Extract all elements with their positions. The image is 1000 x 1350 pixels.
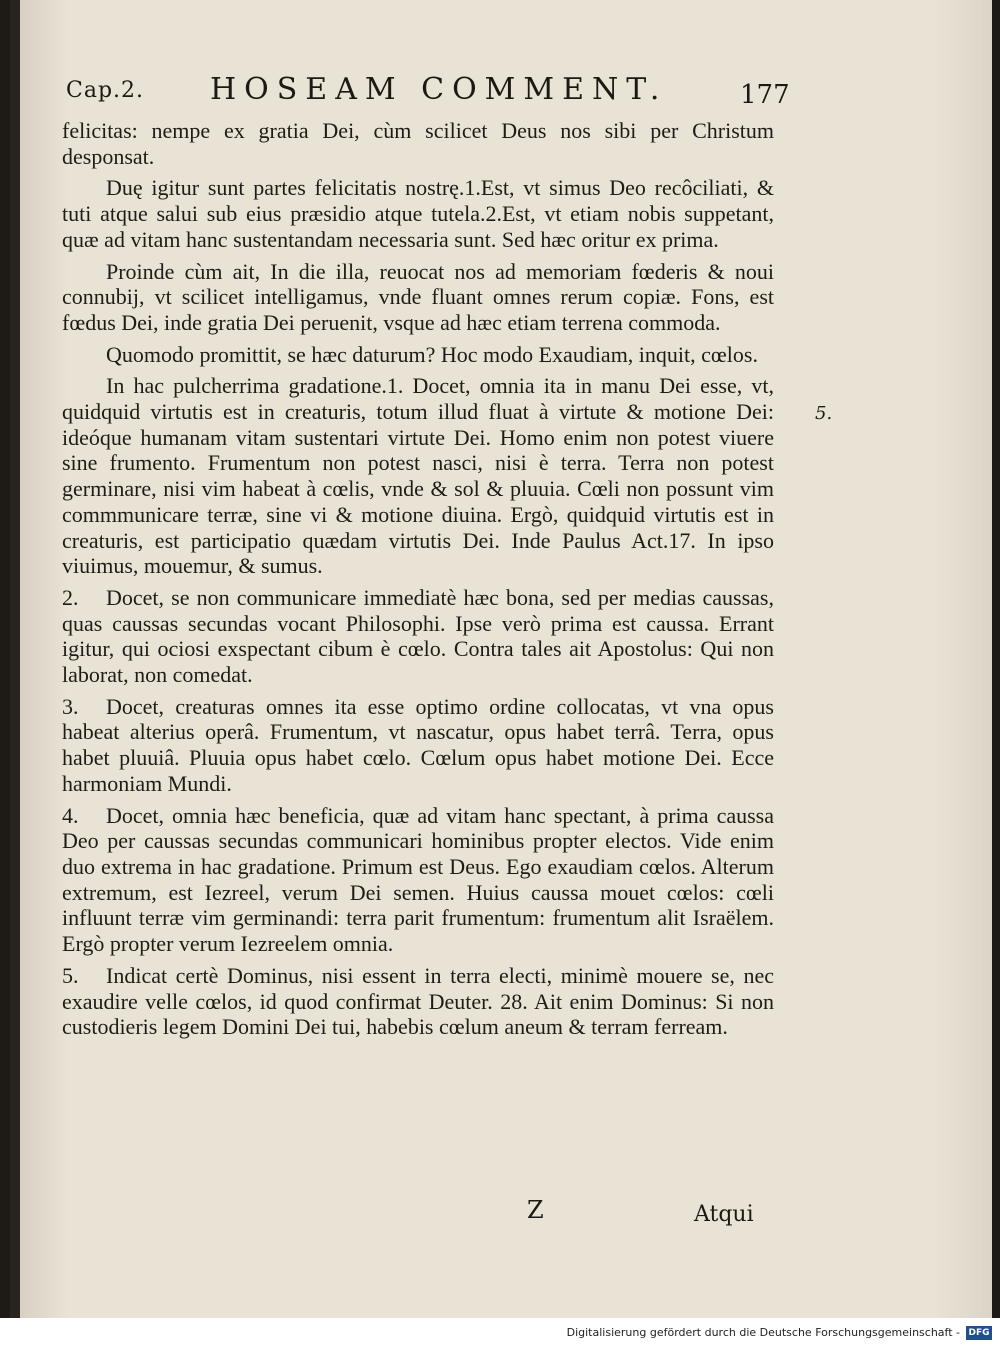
paragraph: [62, 175, 774, 252]
paragraph-text: Indicat certè Dominus, nisi essent in terra electi, minimè mouere se, nec exaudire velle cœlos, id quod confirmat Deuter. 28. Ait enim Dominus: Si non custodieris legem Domini Dei tui, habebis cœlum aneum & terram ferream.: [62, 962, 774, 1040]
paragraph-text: Duę igitur sunt partes felicitatis nostrę.1.Est, vt simus Deo recôciliati, & tuti atque salui sub eius præsidio atque tutela.2.Est, vt etiam nobis suppetant, quæ ad vitam hanc sustentandam necessaria sunt. Sed hæc oritur ex prima.: [62, 175, 774, 252]
paragraph-text: felicitas: nempe ex gratia Dei, cùm scilicet Deus nos sibi per Christum desponsat.: [62, 118, 774, 169]
paragraph: [62, 373, 774, 579]
paragraph-text: Docet, omnia hæc beneficia, quæ ad vitam hanc spectant, à prima caussa Deo per caussas secundas communicari hominibus propter electos. Vide enim duo extrema in hac gradatione. Primum est Deus. Ego exaudiam cœlos. Alterum extremum, est Iezreel, verum Dei semen. Huius caussa mouet cœlos: cœli influunt terræ vim germinandi: terra parit frumentum: frumentum alit Israëlem. Ergò propter verum Iezreelem omnia.: [62, 802, 774, 957]
catchword: Atqui: [694, 1202, 754, 1227]
page-edge: [10, 0, 20, 1318]
paragraph-text: Docet, creaturas omnes ita esse optimo ordine collocatas, vt vna opus habeat alterius operâ. Frumentum, vt nascatur, opus habet terrâ. Terra, opus habet pluuiâ. Pluuia opus habet cœlo. Cœlum opus habet motione Dei. Ecce harmoniam Mundi.: [62, 693, 774, 796]
book-page: [10, 0, 992, 1318]
paragraph-number: 5.: [62, 962, 79, 988]
paragraph-number: 2.: [62, 584, 79, 610]
numbered-paragraph: [62, 803, 774, 957]
body-text: [62, 118, 774, 1046]
numbered-paragraph: [62, 694, 774, 797]
paragraph-text: Docet, se non communicare immediatè hæc bona, sed per medias caussas, quas caussas secundas vocant Philosophi. Ipse verò prima est caussa. Errant igitur, qui ociosi exspectant cibum è cœlo. Contra tales ait Apostolus: Qui non laborat, non comedat.: [62, 584, 774, 688]
paragraph-text: In hac pulcherrima gradatione.1. Docet, omnia ita in manu Dei esse, vt, quidquid virtutis est in creaturis, totum illud fluat à virtute & motione Dei: ideóque humanam vitam sustentari virtute Dei. Homo enim non potest viuere sine frumento. Frumentum non potest nasci, nisi è terra. Terra non potest germinare, nisi vim habeat à cœlis, vnde & sol & pluuia. Cœli non possunt vim commmunicare terræ, sine vi & motione diuina. Ergò, quidquid virtutis est in creaturis, est participatio quædam virtutis Dei. Inde Paulus Act.17. In ipso viuimus, mouemur, & sumus.: [62, 373, 774, 579]
paragraph-number: 4.: [62, 802, 79, 828]
paragraph: [62, 259, 774, 336]
running-title: HOSEAM COMMENT.: [210, 72, 668, 107]
footer-bar: [0, 1318, 1000, 1350]
signature-mark: Z: [527, 1196, 544, 1224]
chapter-label: Cap.2.: [66, 78, 145, 103]
paragraph: [62, 118, 774, 169]
paragraph: [62, 342, 774, 368]
funding-notice: Digitalisierung gefördert durch die Deutsche Forschungsgemeinschaft -: [566, 1326, 960, 1339]
page-number: 177: [740, 80, 790, 110]
numbered-paragraph: [62, 585, 774, 688]
paragraph-text: Proinde cùm ait, In die illa, reuocat nos ad memoriam fœderis & noui connubij, vt scilicet intelligamus, vnde fluant omnes rerum copiæ. Fons, est fœdus Dei, inde gratia Dei peruenit, vsque ad hæc etiam terrena commoda.: [62, 258, 774, 335]
paragraph-text: Quomodo promittit, se hæc daturum? Hoc modo Exaudiam, inquit, cœlos.: [106, 341, 758, 367]
paragraph-number: 3.: [62, 693, 79, 719]
page-header: [10, 72, 992, 112]
dfg-logo-icon: DFG: [966, 1326, 992, 1340]
margin-note: 5.: [815, 403, 833, 424]
numbered-paragraph: [62, 963, 774, 1040]
